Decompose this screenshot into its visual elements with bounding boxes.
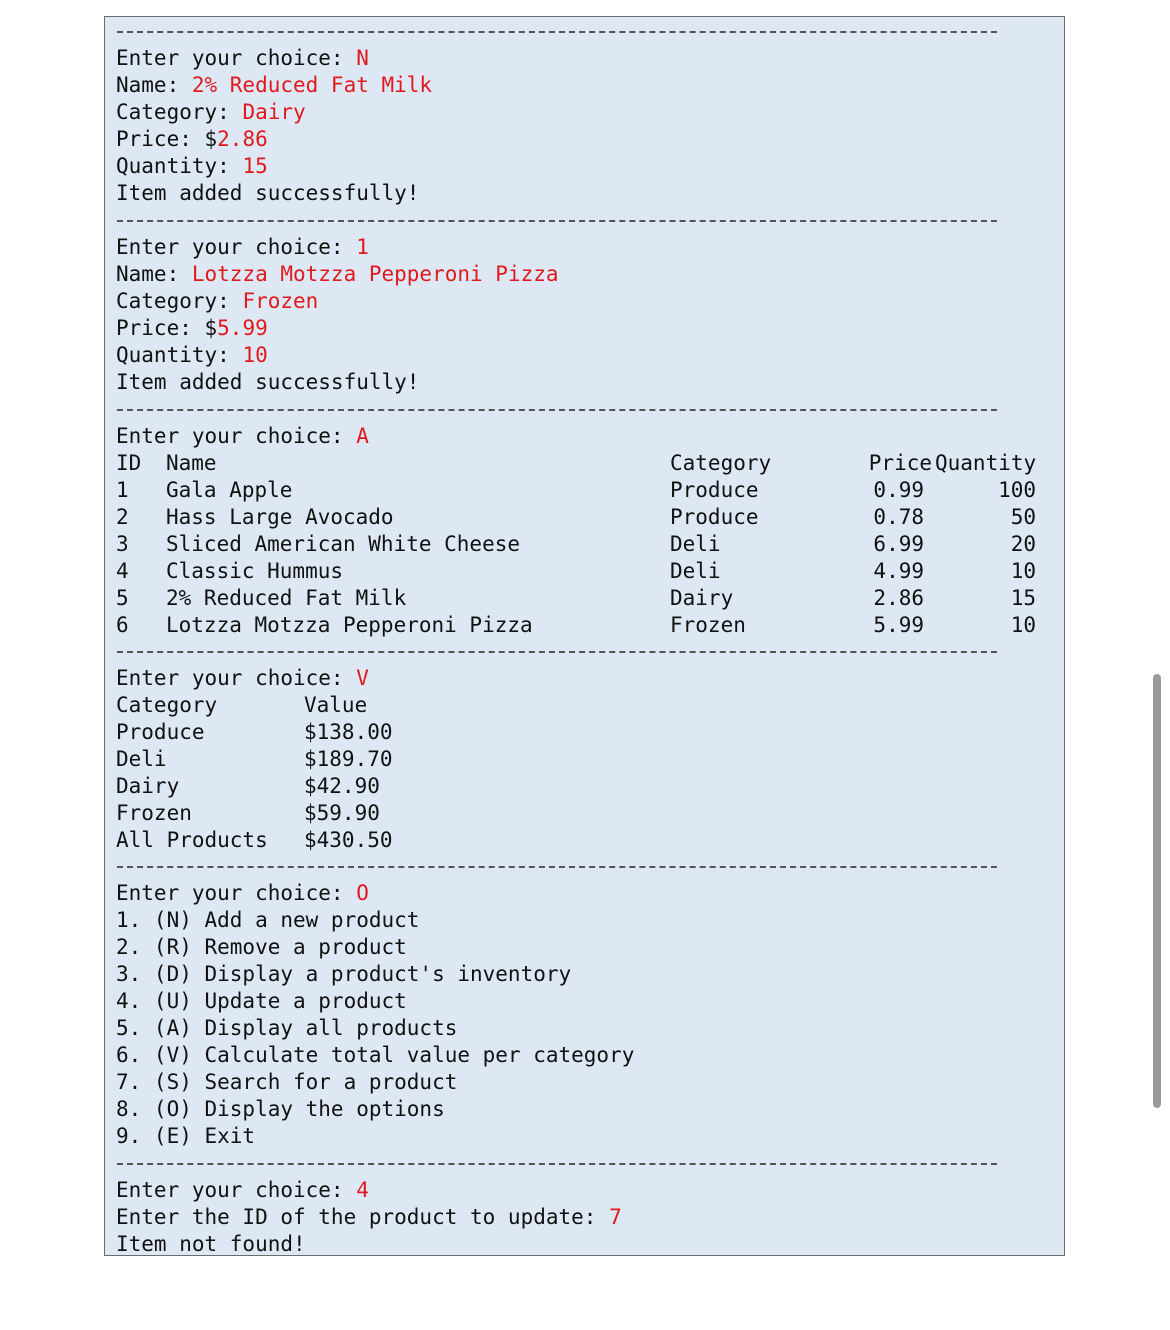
cell-price: 6.99 (873, 532, 924, 556)
separator (117, 651, 997, 653)
cell-id: 5 (116, 586, 129, 610)
menu-option: 4. (U) Update a product (116, 989, 407, 1013)
choice-input: V (356, 666, 369, 690)
cell-id: 1 (116, 478, 129, 502)
separator (117, 866, 997, 868)
cell-category: Deli (116, 747, 167, 771)
separator (117, 220, 997, 222)
cell-price: 4.99 (873, 559, 924, 583)
product-id-input: 7 (609, 1205, 622, 1229)
cell-category: Deli (670, 559, 721, 583)
cell-value: $42.90 (304, 774, 380, 798)
name-input: 2% Reduced Fat Milk (191, 73, 433, 97)
cell-value: $189.70 (304, 747, 393, 771)
console-output (104, 16, 1065, 1256)
choice-input: N (356, 46, 369, 70)
separator (117, 409, 997, 411)
category-input: Dairy (242, 100, 306, 124)
cell-name: Hass Large Avocado (166, 505, 394, 529)
cell-category: Produce (670, 505, 759, 529)
cell-value: $138.00 (304, 720, 393, 744)
cell-id: 4 (116, 559, 129, 583)
cell-quantity: 20 (1010, 532, 1036, 556)
cell-id: 2 (116, 505, 129, 529)
cell-price: 0.99 (873, 478, 924, 502)
cell-price: 0.78 (873, 505, 924, 529)
result-message: Item added successfully! (116, 181, 420, 205)
product-id-prompt: Enter the ID of the product to update: 7 (116, 1205, 622, 1229)
cell-quantity: 15 (1010, 586, 1036, 610)
header-price: Price (868, 451, 932, 475)
cell-category: All Products (116, 828, 268, 852)
result-message: Item not found! (116, 1232, 306, 1256)
cell-price: 2.86 (873, 586, 924, 610)
menu-option: 1. (N) Add a new product (116, 908, 420, 932)
cell-quantity: 10 (1010, 559, 1036, 583)
cell-name: Sliced American White Cheese (166, 532, 521, 556)
price-input: 2.86 (217, 127, 268, 151)
header-name: Name (166, 451, 217, 475)
cell-name: Classic Hummus (166, 559, 344, 583)
choice-prompt: Enter your choice: N (116, 46, 369, 70)
choice-prompt: Enter your choice: 1 (116, 235, 369, 259)
cell-quantity: 100 (998, 478, 1036, 502)
quantity-input: 15 (242, 154, 268, 178)
cell-name: 2% Reduced Fat Milk (166, 586, 407, 610)
choice-prompt: Enter your choice: A (116, 424, 369, 448)
header-value: Value (304, 693, 368, 717)
cell-id: 3 (116, 532, 129, 556)
cell-category: Frozen (116, 801, 192, 825)
cell-quantity: 50 (1010, 505, 1036, 529)
header-quantity: Quantity (935, 451, 1037, 475)
cell-category: Dairy (670, 586, 734, 610)
quantity-prompt: Quantity: 15 (116, 154, 268, 178)
choice-prompt: Enter your choice: O (116, 881, 369, 905)
cell-name: Lotzza Motzza Pepperoni Pizza (166, 613, 533, 637)
header-category: Category (670, 451, 772, 475)
result-message: Item added successfully! (116, 370, 420, 394)
cell-name: Gala Apple (166, 478, 293, 502)
cell-quantity: 10 (1010, 613, 1036, 637)
cell-price: 5.99 (873, 613, 924, 637)
choice-input: 1 (356, 235, 369, 259)
choice-prompt: Enter your choice: V (116, 666, 369, 690)
price-prompt: Price: $2.86 (116, 127, 268, 151)
choice-prompt: Enter your choice: 4 (116, 1178, 369, 1202)
scrollbar-thumb[interactable] (1153, 674, 1161, 1108)
separator (117, 1163, 997, 1165)
name-prompt: Name: 2% Reduced Fat Milk (116, 73, 433, 97)
menu-option: 3. (D) Display a product's inventory (116, 962, 572, 986)
category-prompt: Category: Frozen (116, 289, 319, 313)
cell-category: Produce (116, 720, 205, 744)
cell-id: 6 (116, 613, 129, 637)
separator (117, 31, 997, 33)
category-input: Frozen (242, 289, 319, 313)
menu-option: 7. (S) Search for a product (116, 1070, 458, 1094)
cell-category: Dairy (116, 774, 180, 798)
price-prompt: Price: $5.99 (116, 316, 268, 340)
cell-category: Frozen (670, 613, 746, 637)
choice-input: 4 (356, 1178, 369, 1202)
name-input: Lotzza Motzza Pepperoni Pizza (191, 262, 559, 286)
name-prompt: Name: Lotzza Motzza Pepperoni Pizza (116, 262, 559, 286)
menu-option: 2. (R) Remove a product (116, 935, 407, 959)
menu-option: 6. (V) Calculate total value per category (116, 1043, 635, 1067)
cell-value: $59.90 (304, 801, 380, 825)
cell-category: Deli (670, 532, 721, 556)
quantity-prompt: Quantity: 10 (116, 343, 268, 367)
cell-value: $430.50 (304, 828, 393, 852)
quantity-input: 10 (242, 343, 268, 367)
category-prompt: Category: Dairy (116, 100, 306, 124)
cell-category: Produce (670, 478, 759, 502)
menu-option: 5. (A) Display all products (116, 1016, 458, 1040)
choice-input: A (356, 424, 369, 448)
price-input: 5.99 (217, 316, 268, 340)
header-category: Category (116, 693, 218, 717)
choice-input: O (356, 881, 369, 905)
menu-option: 9. (E) Exit (116, 1124, 256, 1148)
header-id: ID (116, 451, 142, 475)
menu-option: 8. (O) Display the options (116, 1097, 445, 1121)
